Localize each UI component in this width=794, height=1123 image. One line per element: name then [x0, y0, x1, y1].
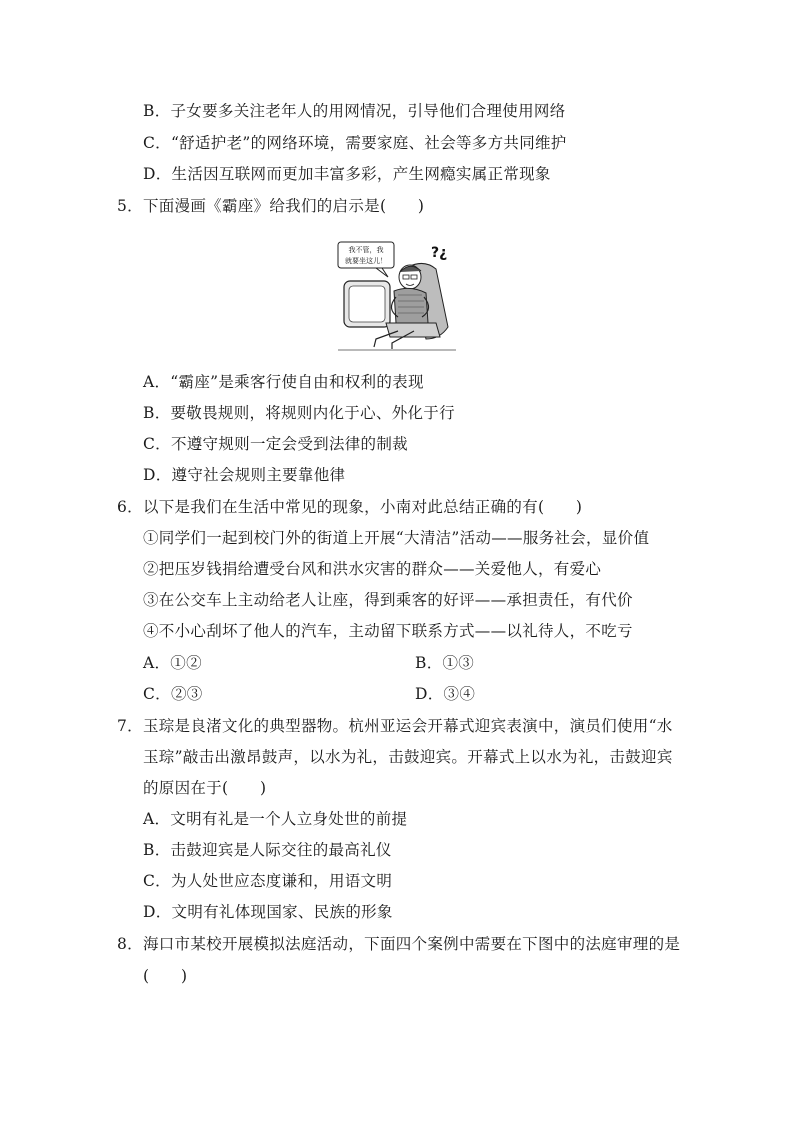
q6-item-3: ③在公交车上主动给老人让座，得到乘客的好评——承担责任，有代价: [143, 591, 633, 609]
q6-stem: 6．以下是我们在生活中常见的现象，小南对此总结正确的有( ): [117, 498, 583, 516]
q5-option-c: C．不遵守规则一定会受到法律的制裁: [143, 435, 408, 453]
q7-stem-line-1: 7．玉琮是良渚文化的典型器物。杭州亚运会开幕式迎宾表演中，演员们使用“水: [117, 717, 673, 735]
q8-stem-line-2: ( ): [143, 967, 188, 985]
q6-option-a: A．①②: [143, 654, 202, 672]
q6-option-b: B．①③: [415, 654, 475, 672]
q8-stem-line-1: 8．海口市某校开展模拟法庭活动，下面四个案例中需要在下图中的法庭审理的是: [117, 935, 681, 953]
cartoon-seat-hogging-image: [336, 239, 458, 352]
q5-option-a: A．“霸座”是乘客行使自由和权利的表现: [143, 373, 424, 391]
q7-option-c: C．为人处世应态度谦和，用语文明: [143, 872, 393, 890]
q6-item-4: ④不小心刮坏了他人的汽车，主动留下联系方式——以礼待人，不吃亏: [143, 622, 633, 640]
prev-option-b: B．子女要多关注老年人的用网情况，引导他们合理使用网络: [143, 102, 566, 120]
cartoon-question-marks: ?¿: [431, 245, 448, 261]
q6-option-d: D．③④: [415, 685, 476, 703]
q5-stem: 5．下面漫画《霸座》给我们的启示是( ): [117, 197, 425, 215]
q7-stem-line-3: 的原因在于( ): [143, 779, 267, 797]
q7-option-b: B．击鼓迎宾是人际交往的最高礼仪: [143, 841, 392, 859]
q5-option-b: B．要敬畏规则，将规则内化于心、外化于行: [143, 404, 455, 422]
cartoon-bubble-line-2: 就要坐这儿！: [345, 257, 387, 265]
cartoon-bubble-line-1: 我不管，我: [348, 246, 384, 254]
q6-item-1: ①同学们一起到校门外的街道上开展“大清洁”活动——服务社会，显价值: [143, 529, 650, 547]
prev-option-c: C．“舒适护老”的网络环境，需要家庭、社会等多方共同维护: [143, 134, 567, 152]
prev-option-d: D．生活因互联网而更加丰富多彩，产生网瘾实属正常现象: [143, 165, 551, 183]
q6-item-2: ②把压岁钱捐给遭受台风和洪水灾害的群众——关爱他人，有爱心: [143, 560, 602, 578]
q5-option-d: D．遵守社会规则主要靠他律: [143, 466, 346, 484]
q7-stem-line-2: 玉琮”敲击出激昂鼓声，以水为礼，击鼓迎宾。开幕式上以水为礼，击鼓迎宾: [143, 748, 673, 766]
q7-option-d: D．文明有礼体现国家、民族的形象: [143, 903, 393, 921]
q6-option-c: C．②③: [143, 685, 203, 703]
q7-option-a: A．文明有礼是一个人立身处世的前提: [143, 810, 408, 828]
